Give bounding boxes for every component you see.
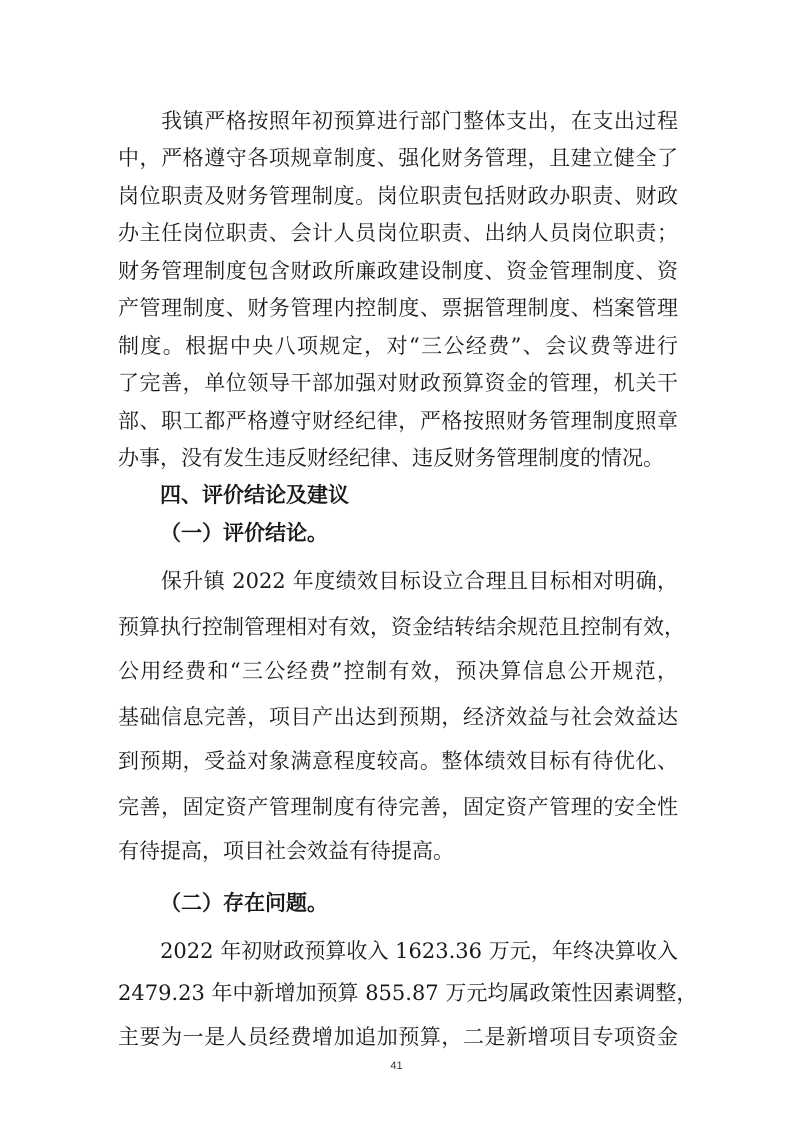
paragraph-line: 预算执行控制管理相对有效，资金结转结余规范且控制有效， (118, 615, 685, 639)
paragraph-line: 办事，没有发生违反财经纪律、违反财务管理制度的情况。 (118, 446, 664, 470)
paragraph-line: 完善，固定资产管理制度有待完善，固定资产管理的安全性 (118, 795, 678, 819)
paragraph-line: 到预期，受益对象满意程度较高。整体绩效目标有待优化、 (118, 749, 678, 773)
subheading-conclusion: （一）评价结论。 (160, 521, 328, 545)
page-number: 41 (390, 1060, 403, 1072)
section-heading: 四、评价结论及建议 (160, 483, 349, 507)
paragraph-line: 有待提高，项目社会效益有待提高。 (118, 839, 454, 863)
paragraph-line: 了完善，单位领导干部加强对财政预算资金的管理，机关干 (118, 371, 678, 395)
paragraph-line: 2022 年初财政预算收入 1623.36 万元，年终决算收入 (118, 939, 678, 963)
paragraph-line: 基础信息完善，项目产出达到预期，经济效益与社会效益达 (118, 705, 678, 729)
paragraph-line: 保升镇 2022 年度绩效目标设立合理且目标相对明确， (118, 569, 678, 593)
paragraph-line: 制度。根据中央八项规定，对“三公经费”、会议费等进行 (118, 334, 678, 358)
paragraph-line: 部、职工都严格遵守财经纪律，严格按照财务管理制度照章 (118, 409, 678, 433)
paragraph-line: 岗位职责及财务管理制度。岗位职责包括财政办职责、财政 (118, 184, 678, 208)
paragraph-line: 2479.23 年中新增加预算 855.87 万元均属政策性因素调整， (118, 981, 698, 1005)
subheading-issues: （二）存在问题。 (160, 891, 328, 915)
paragraph-line: 中，严格遵守各项规章制度、强化财务管理，且建立健全了 (118, 146, 678, 170)
paragraph-line: 财务管理制度包含财政所廉政建设制度、资金管理制度、资 (118, 259, 678, 283)
paragraph-line: 产管理制度、财务管理内控制度、票据管理制度、档案管理 (118, 296, 678, 320)
paragraph-line: 公用经费和“三公经费”控制有效，预决算信息公开规范， (118, 659, 678, 683)
paragraph-line: 我镇严格按照年初预算进行部门整体支出，在支出过程 (118, 109, 678, 133)
paragraph-line: 办主任岗位职责、会计人员岗位职责、出纳人员岗位职责； (118, 221, 678, 245)
paragraph-line: 主要为一是人员经费增加追加预算，二是新增项目专项资金 (118, 1025, 678, 1049)
